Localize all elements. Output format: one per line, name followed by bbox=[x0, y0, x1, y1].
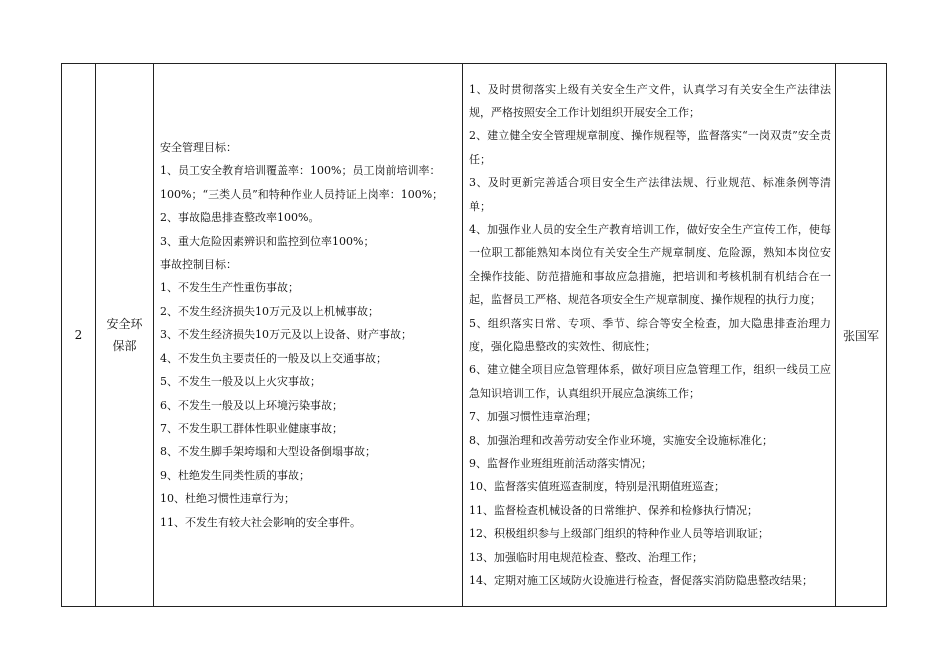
goals-cell bbox=[154, 64, 463, 607]
table-row bbox=[62, 64, 887, 607]
duty-item: 1、及时贯彻落实上级有关安全生产文件，认真学习有关安全生产法律法规，严格按照安全工作计划组织开展安全工作； bbox=[469, 82, 831, 119]
accident-item: 10、杜绝习惯性违章行为； bbox=[160, 492, 295, 506]
accident-item: 6、不发生一般及以上环境污染事故； bbox=[160, 398, 343, 412]
goal-item: 1、员工安全教育培训覆盖率：100%；员工岗前培训率：100%；“三类人员”和特种作业人员持证上岗率：100%； bbox=[160, 164, 444, 201]
department-name: 安全环保部 bbox=[106, 317, 143, 353]
accident-item: 4、不发生负主要责任的一般及以上交通事故； bbox=[160, 351, 387, 365]
duty-item: 11、监督检查机械设备的日常维护、保养和检修执行情况； bbox=[469, 503, 758, 517]
accident-item: 5、不发生一般及以上火灾事故； bbox=[160, 375, 321, 389]
goals-content bbox=[154, 136, 462, 534]
accident-item: 2、不发生经济损失10万元及以上机械事故； bbox=[160, 304, 379, 318]
goals-heading: 安全管理目标： bbox=[160, 141, 237, 155]
duties-cell bbox=[463, 64, 836, 607]
duty-item: 2、建立健全安全管理规章制度、操作规程等，监督落实“一岗双责”安全责任； bbox=[469, 129, 831, 166]
accident-item: 1、不发生生产性重伤事故； bbox=[160, 281, 299, 295]
duty-item: 4、加强作业人员的安全生产教育培训工作，做好安全生产宣传工作，使每一位职工都能熟知本岗位有关安全生产规章制度、危险源，熟知本岗位安全操作技能、防范措施和事故应急措施，把培训和考核机制有机结合在一起，监督员工严格、规范各项安全生产规章制度、操作规程的执行力度； bbox=[469, 222, 831, 307]
duty-item: 9、监督作业班组班前活动落实情况； bbox=[469, 457, 652, 471]
duty-item: 12、积极组织参与上级部门组织的特种作业人员等培训取证； bbox=[469, 527, 769, 541]
accident-item: 8、不发生脚手架垮塌和大型设备倒塌事故； bbox=[160, 445, 376, 459]
duties-content bbox=[463, 78, 835, 593]
duty-item: 3、及时更新完善适合项目安全生产法律法规、行业规范、标准条例等清单； bbox=[469, 176, 831, 213]
accident-item: 9、杜绝发生同类性质的事故； bbox=[160, 468, 310, 482]
row-number: 2 bbox=[74, 328, 83, 342]
goal-item: 3、重大危险因素辨识和监控到位率100%； bbox=[160, 234, 375, 248]
accident-item: 11、不发生有较大社会影响的安全事件。 bbox=[160, 515, 361, 529]
accident-item: 3、不发生经济损失10万元及以上设备、财产事故； bbox=[160, 328, 412, 342]
duty-item: 10、监督落实值班巡查制度，特别是汛期值班巡查； bbox=[469, 480, 725, 494]
responsible-person: 张国军 bbox=[842, 328, 879, 343]
person-cell bbox=[836, 64, 887, 607]
goal-item: 2、事故隐患排查整改率100%。 bbox=[160, 211, 320, 225]
duty-item: 5、组织落实日常、专项、季节、综合等安全检查，加大隐患排查治理力度，强化隐患整改的实效性、彻底性； bbox=[469, 316, 831, 353]
accident-heading: 事故控制目标： bbox=[160, 258, 237, 272]
duty-item: 7、加强习惯性违章治理； bbox=[469, 410, 597, 424]
duty-item: 14、定期对施工区域防火设施进行检查，督促落实消防隐患整改结果； bbox=[469, 574, 813, 588]
row-number-cell bbox=[62, 64, 96, 607]
department-cell bbox=[96, 64, 154, 607]
accident-item: 7、不发生职工群体性职业健康事故； bbox=[160, 421, 343, 435]
duty-item: 13、加强临时用电规范检查、整改、治理工作； bbox=[469, 550, 703, 564]
duty-item: 6、建立健全项目应急管理体系，做好项目应急管理工作，组织一线员工应急知识培训工作，认真组织开展应急演练工作； bbox=[469, 363, 831, 400]
responsibility-table bbox=[61, 63, 887, 607]
duty-item: 8、加强治理和改善劳动安全作业环境，实施安全设施标准化； bbox=[469, 433, 773, 447]
